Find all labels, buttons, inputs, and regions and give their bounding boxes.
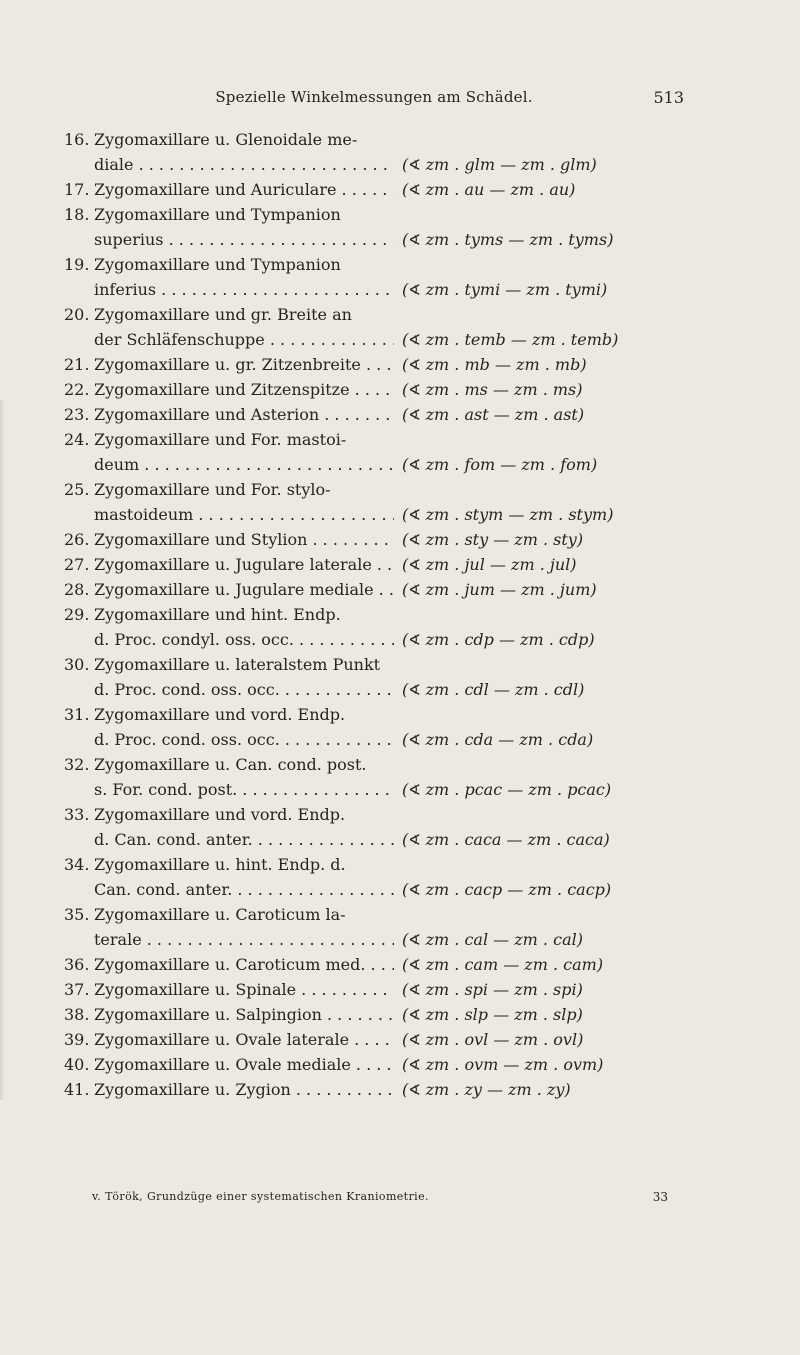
formula-expression: zm . ms — zm . ms [425, 380, 577, 399]
entry-number: 30. [64, 655, 90, 674]
angle-formula: (∢ zm . cal — zm . cal) [402, 930, 583, 949]
entry-title: Zygomaxillare u. Spinale . . . [94, 977, 394, 1002]
entry-line [64, 727, 684, 752]
angle-formula: (∢ zm . ast — zm . ast) [402, 405, 585, 424]
formula-expression: zm . temb — zm . temb [425, 330, 613, 349]
page-footer [64, 1190, 684, 1212]
entry-title: Zygomaxillare und vord. Endp. [94, 805, 346, 824]
entry-title: Zygomaxillare und For. stylo- [94, 480, 331, 499]
formula-expression: zm . ast — zm . ast [425, 405, 578, 424]
angle-icon: ∢ [408, 1031, 426, 1049]
entry-line [64, 852, 684, 877]
entry-title: Zygomaxillare u. lateralstem Punkt [94, 655, 381, 674]
measurement-entry [64, 752, 684, 802]
entry-title: Zygomaxillare u. Can. cond. post. [94, 755, 367, 774]
entry-title: Zygomaxillare und Asterion . . . [94, 402, 394, 427]
entry-title: Zygomaxillare und Tympanion [94, 205, 341, 224]
measurement-entry [64, 252, 684, 302]
measurement-entry [64, 977, 684, 1002]
entry-title-continuation: d. Proc. cond. oss. occ. . . . [94, 727, 394, 752]
angle-icon: ∢ [408, 156, 426, 174]
entry-number: 23. [64, 405, 90, 424]
entry-line [64, 377, 684, 402]
angle-formula: (∢ zm . mb — zm . mb) [402, 355, 587, 374]
entry-line [64, 202, 684, 227]
running-title: Spezielle Winkelmessungen am Schädel. [215, 88, 533, 106]
angle-formula: (∢ zm . sty — zm . sty) [402, 530, 584, 549]
entry-line [64, 1052, 684, 1077]
angle-icon: ∢ [408, 881, 426, 899]
entry-line [64, 152, 684, 177]
angle-icon: ∢ [408, 1056, 426, 1074]
measurement-entry [64, 427, 684, 477]
entry-title: Zygomaxillare u. Jugulare mediale . . . [94, 577, 394, 602]
entry-line [64, 427, 684, 452]
entry-number: 29. [64, 605, 90, 624]
entry-title-continuation: d. Proc. cond. oss. occ. . . . [94, 677, 394, 702]
angle-formula: (∢ zm . caca — zm . caca) [402, 830, 610, 849]
angle-icon: ∢ [408, 1081, 426, 1099]
formula-expression: zm . caca — zm . caca [425, 830, 604, 849]
angle-formula: (∢ zm . ovl — zm . ovl) [402, 1030, 584, 1049]
formula-expression: zm . au — zm . au [425, 180, 570, 199]
measurement-entry [64, 177, 684, 202]
formula-expression: zm . pcac — zm . pcac [425, 780, 605, 799]
entry-number: 21. [64, 355, 90, 374]
entry-line [64, 127, 684, 152]
entry-line [64, 652, 684, 677]
angle-formula: (∢ zm . cdl — zm . cdl) [402, 680, 585, 699]
angle-icon: ∢ [408, 981, 426, 999]
angle-formula: (∢ zm . temb — zm . temb) [402, 330, 619, 349]
entry-line [64, 677, 684, 702]
angle-formula: (∢ zm . cda — zm . cda) [402, 730, 594, 749]
entry-title-continuation: terale . . . [94, 927, 394, 952]
entry-number: 27. [64, 555, 90, 574]
angle-formula: (∢ zm . fom — zm . fom) [402, 455, 598, 474]
entry-title: Zygomaxillare u. Ovale laterale . . . [94, 1027, 394, 1052]
formula-expression: zm . jul — zm . jul [425, 555, 571, 574]
angle-formula: (∢ zm . stym — zm . stym) [402, 505, 614, 524]
formula-expression: zm . tymi — zm . tymi [425, 280, 601, 299]
entry-line [64, 177, 684, 202]
entry-number: 38. [64, 1005, 90, 1024]
entry-title: Zygomaxillare und gr. Breite an [94, 305, 352, 324]
angle-icon: ∢ [408, 581, 426, 599]
entry-title-continuation: d. Proc. condyl. oss. occ. . . . [94, 627, 394, 652]
entry-title: Zygomaxillare u. hint. Endp. d. [94, 855, 346, 874]
angle-icon: ∢ [408, 331, 426, 349]
entry-number: 40. [64, 1055, 90, 1074]
entry-line [64, 1002, 684, 1027]
entry-line [64, 452, 684, 477]
entry-number: 32. [64, 755, 90, 774]
formula-expression: zm . zy — zm . zy [425, 1080, 565, 1099]
entry-title: Zygomaxillare und Tympanion [94, 255, 341, 274]
formula-expression: zm . ovl — zm . ovl [425, 1030, 578, 1049]
entry-title: Zygomaxillare und hint. Endp. [94, 605, 341, 624]
entry-line [64, 952, 684, 977]
source-citation: v. Török, Grundzüge einer systematischen Kraniometrie. [92, 1190, 429, 1203]
formula-expression: zm . cal — zm . cal [425, 930, 577, 949]
entry-line [64, 627, 684, 652]
angle-formula: (∢ zm . ovm — zm . ovm) [402, 1055, 604, 1074]
angle-formula: (∢ zm . pcac — zm . pcac) [402, 780, 612, 799]
page-edge-shadow [0, 400, 5, 1100]
angle-icon: ∢ [408, 831, 426, 849]
entry-title: Zygomaxillare u. Salpingion . . . [94, 1002, 394, 1027]
entry-title: Zygomaxillare und For. mastoi- [94, 430, 347, 449]
entry-line [64, 577, 684, 602]
entry-line [64, 252, 684, 277]
angle-formula: (∢ zm . cacp — zm . cacp) [402, 880, 612, 899]
entry-line [64, 702, 684, 727]
measurement-entry [64, 1052, 684, 1077]
entry-title: Zygomaxillare und Zitzenspitze . . . [94, 377, 394, 402]
angle-icon: ∢ [408, 231, 426, 249]
angle-formula: (∢ zm . slp — zm . slp) [402, 1005, 583, 1024]
angle-icon: ∢ [408, 731, 426, 749]
formula-expression: zm . slp — zm . slp [425, 1005, 577, 1024]
entry-number: 34. [64, 855, 90, 874]
measurement-entry [64, 702, 684, 752]
angle-formula: (∢ zm . glm — zm . glm) [402, 155, 597, 174]
entry-title-continuation: mastoideum . . . [94, 502, 394, 527]
measurement-entry [64, 352, 684, 377]
entry-line [64, 777, 684, 802]
formula-expression: zm . glm — zm . glm [425, 155, 591, 174]
angle-formula: (∢ zm . tyms — zm . tyms) [402, 230, 614, 249]
entry-line [64, 827, 684, 852]
entry-line [64, 477, 684, 502]
entry-line [64, 527, 684, 552]
entry-title-continuation: s. For. cond. post. . . . [94, 777, 394, 802]
entry-title: Zygomaxillare u. Glenoidale me- [94, 130, 358, 149]
entry-number: 19. [64, 255, 90, 274]
measurement-list [64, 127, 684, 1102]
formula-expression: zm . cda — zm . cda [425, 730, 587, 749]
measurement-entry [64, 1002, 684, 1027]
entry-line [64, 552, 684, 577]
entry-line [64, 402, 684, 427]
measurement-entry [64, 552, 684, 577]
entry-number: 37. [64, 980, 90, 999]
formula-expression: zm . stym — zm . stym [425, 505, 608, 524]
entry-number: 22. [64, 380, 90, 399]
angle-icon: ∢ [408, 631, 426, 649]
angle-icon: ∢ [408, 556, 426, 574]
entry-title: Zygomaxillare u. Jugulare laterale . . . [94, 552, 394, 577]
angle-icon: ∢ [408, 681, 426, 699]
entry-number: 18. [64, 205, 90, 224]
entry-number: 28. [64, 580, 90, 599]
angle-icon: ∢ [408, 281, 426, 299]
entry-number: 25. [64, 480, 90, 499]
formula-expression: zm . cdl — zm . cdl [425, 680, 579, 699]
angle-formula: (∢ zm . cdp — zm . cdp) [402, 630, 595, 649]
measurement-entry [64, 377, 684, 402]
entry-number: 24. [64, 430, 90, 449]
entry-title: Zygomaxillare u. gr. Zitzenbreite . . . [94, 352, 394, 377]
angle-icon: ∢ [408, 956, 426, 974]
angle-formula: (∢ zm . tymi — zm . tymi) [402, 280, 608, 299]
entry-title: Zygomaxillare u. Caroticum la- [94, 905, 346, 924]
formula-expression: zm . fom — zm . fom [425, 455, 591, 474]
formula-expression: zm . ovm — zm . ovm [425, 1055, 598, 1074]
angle-icon: ∢ [408, 181, 426, 199]
entry-line [64, 877, 684, 902]
measurement-entry [64, 802, 684, 852]
measurement-entry [64, 577, 684, 602]
entry-line [64, 802, 684, 827]
page-number: 513 [653, 88, 684, 107]
angle-formula: (∢ zm . jum — zm . jum) [402, 580, 597, 599]
measurement-entry [64, 1077, 684, 1102]
entry-title-continuation: inferius . . . [94, 277, 394, 302]
measurement-entry [64, 902, 684, 952]
angle-icon: ∢ [408, 1006, 426, 1024]
entry-line [64, 602, 684, 627]
formula-expression: zm . jum — zm . jum [425, 580, 591, 599]
entry-line [64, 927, 684, 952]
entry-title-continuation: superius . . . [94, 227, 394, 252]
angle-icon: ∢ [408, 506, 426, 524]
entry-number: 17. [64, 180, 90, 199]
entry-line [64, 902, 684, 927]
entry-line [64, 752, 684, 777]
measurement-entry [64, 652, 684, 702]
measurement-entry [64, 127, 684, 177]
entry-title-continuation: Can. cond. anter. . . . [94, 877, 394, 902]
entry-number: 31. [64, 705, 90, 724]
measurement-entry [64, 477, 684, 527]
entry-title-continuation: der Schläfenschuppe . . . [94, 327, 394, 352]
formula-expression: zm . tyms — zm . tyms [425, 230, 608, 249]
entry-title-continuation: d. Can. cond. anter. . . . [94, 827, 394, 852]
angle-icon: ∢ [408, 356, 426, 374]
angle-icon: ∢ [408, 781, 426, 799]
entry-number: 33. [64, 805, 90, 824]
angle-formula: (∢ zm . spi — zm . spi) [402, 980, 583, 999]
entry-title: Zygomaxillare und Auriculare . . . [94, 177, 394, 202]
angle-icon: ∢ [408, 931, 426, 949]
formula-expression: zm . sty — zm . sty [425, 530, 577, 549]
measurement-entry [64, 527, 684, 552]
angle-formula: (∢ zm . zy — zm . zy) [402, 1080, 571, 1099]
angle-icon: ∢ [408, 531, 426, 549]
measurement-entry [64, 302, 684, 352]
angle-formula: (∢ zm . au — zm . au) [402, 180, 576, 199]
page-header [64, 88, 684, 112]
measurement-entry [64, 402, 684, 427]
angle-icon: ∢ [408, 456, 426, 474]
entry-title: Zygomaxillare und vord. Endp. [94, 705, 346, 724]
entry-number: 39. [64, 1030, 90, 1049]
formula-expression: zm . cdp — zm . cdp [425, 630, 589, 649]
entry-title: Zygomaxillare und Stylion . . . [94, 527, 394, 552]
entry-line [64, 1077, 684, 1102]
measurement-entry [64, 852, 684, 902]
angle-icon: ∢ [408, 406, 426, 424]
signature-mark: 33 [652, 1190, 668, 1204]
entry-title: Zygomaxillare u. Caroticum med. . . . [94, 952, 394, 977]
formula-expression: zm . cacp — zm . cacp [425, 880, 605, 899]
entry-line [64, 977, 684, 1002]
formula-expression: zm . spi — zm . spi [425, 980, 577, 999]
entry-line [64, 277, 684, 302]
entry-title-continuation: diale . . . [94, 152, 394, 177]
angle-icon: ∢ [408, 381, 426, 399]
entry-line [64, 227, 684, 252]
entry-number: 16. [64, 130, 90, 149]
entry-line [64, 327, 684, 352]
measurement-entry [64, 952, 684, 977]
entry-line [64, 1027, 684, 1052]
measurement-entry [64, 202, 684, 252]
formula-expression: zm . cam — zm . cam [425, 955, 597, 974]
entry-number: 36. [64, 955, 90, 974]
entry-number: 41. [64, 1080, 90, 1099]
angle-formula: (∢ zm . cam — zm . cam) [402, 955, 604, 974]
entry-title: Zygomaxillare u. Ovale mediale . . . [94, 1052, 394, 1077]
entry-title: Zygomaxillare u. Zygion . . . [94, 1077, 394, 1102]
angle-formula: (∢ zm . jul — zm . jul) [402, 555, 577, 574]
entry-number: 26. [64, 530, 90, 549]
measurement-entry [64, 1027, 684, 1052]
entry-line [64, 302, 684, 327]
angle-formula: (∢ zm . ms — zm . ms) [402, 380, 583, 399]
formula-expression: zm . mb — zm . mb [425, 355, 581, 374]
entry-title-continuation: deum . . . [94, 452, 394, 477]
entry-number: 35. [64, 905, 90, 924]
entry-line [64, 502, 684, 527]
measurement-entry [64, 602, 684, 652]
entry-number: 20. [64, 305, 90, 324]
entry-line [64, 352, 684, 377]
